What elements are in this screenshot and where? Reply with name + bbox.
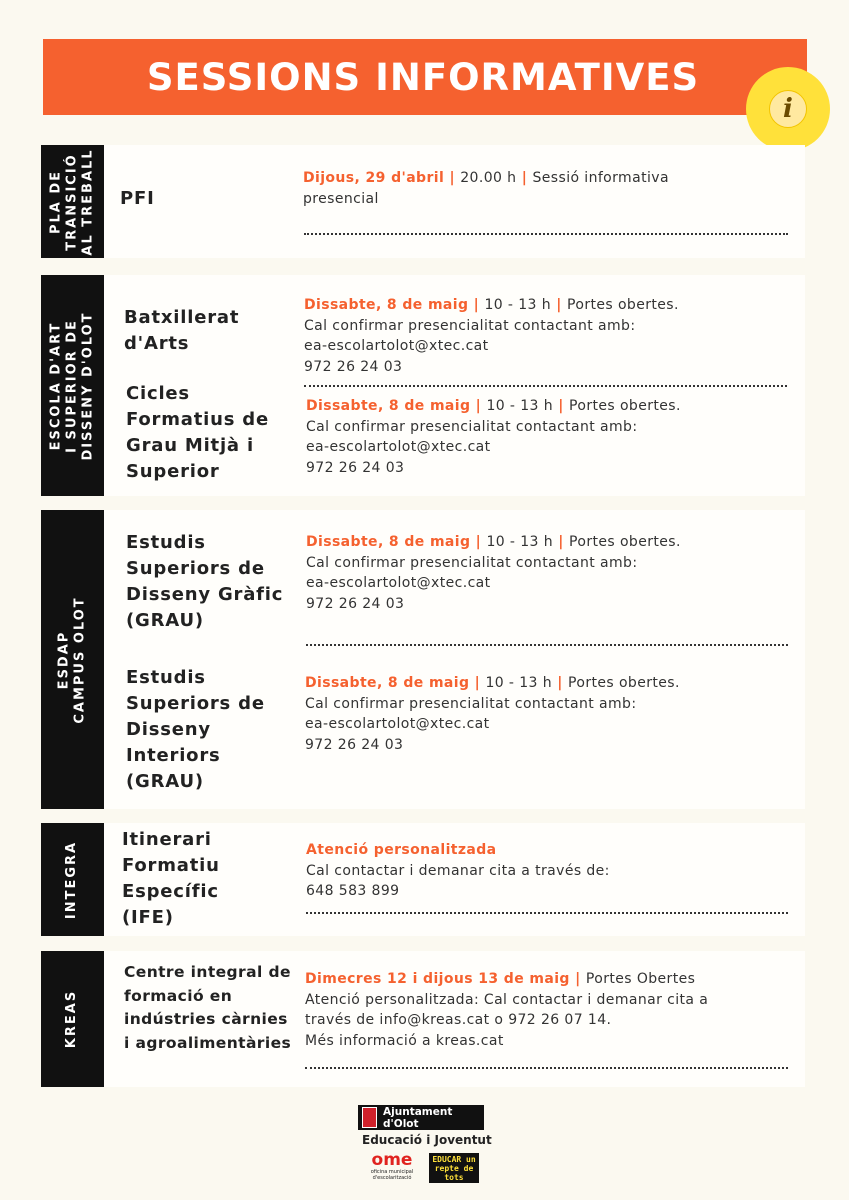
event-email: ea-escolartolot@xtec.cat xyxy=(306,439,491,455)
event-email: ea-escolartolot@xtec.cat xyxy=(304,338,489,354)
section-esdap xyxy=(41,510,805,809)
section-label xyxy=(41,275,104,496)
event-detail: Cal confirmar presencialitat contactant amb: xyxy=(304,317,636,334)
event-more-info: Més informació a kreas.cat xyxy=(305,1032,504,1049)
section-kreas xyxy=(41,951,805,1087)
event-date: Dimecres 12 i dijous 13 de maig xyxy=(305,971,570,987)
event-detail: Cal confirmar presencialitat contactant amb: xyxy=(306,554,638,571)
event-info: Dimecres 12 i dijous 13 de maig | Portes Obertes Atenció personalitzada: Cal contactar i demanar cita a través de info@kreas.cat o 972 26 07 14. Més informació a kreas.cat xyxy=(305,969,745,1051)
section-pla-transicio xyxy=(41,145,805,258)
event-time: 10 - 13 h xyxy=(484,297,551,313)
dotted-divider xyxy=(306,644,788,646)
ajuntament-logo xyxy=(358,1105,484,1130)
event-desc: Portes obertes. xyxy=(569,398,681,414)
dotted-divider xyxy=(304,385,787,387)
section-label-line: KREAS xyxy=(64,989,80,1049)
event-info: Dijous, 29 d'abril | 20.00 h | Sessió informativa presencial xyxy=(303,170,669,207)
section-label-line: ESCOLA D'ART xyxy=(48,321,64,450)
event-email: ea-escolartolot@xtec.cat xyxy=(306,575,491,591)
section-label-line: PLA DE xyxy=(48,169,64,234)
ome-logo xyxy=(367,1152,417,1181)
educar-logo: EDUCAR un repte de tots xyxy=(429,1153,479,1183)
section-integra xyxy=(41,823,805,936)
event-info: Dissabte, 8 de maig | 10 - 13 h | Portes obertes. Cal confirmar presencialitat contactant amb: ea-escolartolot@xtec.cat 972 26 24 03 xyxy=(304,295,704,377)
event-phone: 972 26 24 03 xyxy=(304,358,403,375)
event-date: Dissabte, 8 de maig xyxy=(304,297,469,313)
event-info: Dissabte, 8 de maig | 10 - 13 h | Portes obertes. Cal confirmar presencialitat contactant amb: ea-escolartolot@xtec.cat 972 26 24 03 xyxy=(305,673,705,755)
event-phone: 972 26 24 03 xyxy=(305,736,404,753)
event-date: Dissabte, 8 de maig xyxy=(306,398,471,414)
event-desc: Portes Obertes xyxy=(585,971,696,987)
event-email: ea-escolartolot@xtec.cat xyxy=(305,716,490,732)
event-time: 10 - 13 h xyxy=(486,534,553,550)
event-date: Dissabte, 8 de maig xyxy=(306,534,471,550)
crest-icon xyxy=(362,1107,377,1128)
event-phone: 648 583 899 xyxy=(306,883,400,899)
event-detail: Cal contactar i demanar cita a través de: xyxy=(306,862,610,879)
event-desc: Portes obertes. xyxy=(567,297,679,313)
section-label-line: ESDAP xyxy=(56,630,72,689)
event-phone: 972 26 24 03 xyxy=(306,459,405,476)
event-time: 10 - 13 h xyxy=(486,398,553,414)
event-desc: Sessió informativa presencial xyxy=(303,170,669,207)
department-label: Educació i Joventut xyxy=(362,1133,492,1147)
ajuntament-name: Ajuntament d'Olot xyxy=(383,1105,453,1130)
program-name: PFI xyxy=(120,188,155,209)
info-badge xyxy=(746,67,830,151)
event-info: Dissabte, 8 de maig | 10 - 13 h | Portes obertes. Cal confirmar presencialitat contactant amb: ea-escolartolot@xtec.cat 972 26 24 03 xyxy=(306,396,706,478)
event-info xyxy=(306,840,706,902)
section-escola-art xyxy=(41,275,805,496)
event-phone: 972 26 24 03 xyxy=(306,595,405,612)
program-name: Cicles Formatius de Grau Mitjà i Superior xyxy=(126,383,269,482)
section-label-line: CAMPUS OLOT xyxy=(72,595,88,724)
section-label xyxy=(41,951,104,1087)
section-label-line: TRANSICIÓ xyxy=(64,152,80,251)
info-icon: i xyxy=(769,90,807,128)
event-desc: Portes obertes. xyxy=(568,675,680,691)
event-time: 10 - 13 h xyxy=(485,675,552,691)
program-name: Itinerari Formatiu Específic (IFE) xyxy=(122,829,220,928)
event-date: Dissabte, 8 de maig xyxy=(305,675,470,691)
event-date: Atenció personalitzada xyxy=(306,842,497,858)
event-desc: Portes obertes. xyxy=(569,534,681,550)
event-detail: Cal confirmar presencialitat contactant amb: xyxy=(306,418,638,435)
dotted-divider xyxy=(305,1067,788,1069)
dotted-divider xyxy=(306,912,788,914)
section-label-line: DISSENY D'OLOT xyxy=(80,310,96,461)
program-name: Estudis Superiors de Disseny Gràfic (GRAU) xyxy=(126,532,284,631)
event-info: Dissabte, 8 de maig | 10 - 13 h | Portes obertes. Cal confirmar presencialitat contactant amb: ea-escolartolot@xtec.cat 972 26 24 03 xyxy=(306,532,706,614)
page-title: SESSIONS INFORMATIVES xyxy=(146,55,700,99)
event-date: Dijous, 29 d'abril xyxy=(303,170,445,186)
program-name: Estudis Superiors de Disseny Interiors (GRAU) xyxy=(126,667,265,792)
section-label-line: AL TREBALL xyxy=(80,147,96,256)
dotted-divider xyxy=(304,233,788,235)
event-detail: Atenció personalitzada: Cal contactar i demanar cita a través de info@kreas.cat o 972 26 07 14. xyxy=(305,991,709,1028)
event-time: 20.00 h xyxy=(460,170,517,186)
section-label xyxy=(41,145,104,258)
section-label-line: I SUPERIOR DE xyxy=(64,318,80,453)
program-name: Batxillerat d'Arts xyxy=(124,307,240,354)
ome-logo-subtext: oficina municipal d'escolarització xyxy=(370,1169,414,1181)
section-label-line: INTEGRA xyxy=(64,840,80,919)
section-label xyxy=(41,823,104,936)
event-detail: Cal confirmar presencialitat contactant amb: xyxy=(305,695,637,712)
ome-logo-text: ome xyxy=(371,1150,413,1170)
page-header xyxy=(43,39,807,115)
section-label xyxy=(41,510,104,809)
program-name: Centre integral de formació en indústries càrnies i agroalimentàries xyxy=(124,963,292,1052)
